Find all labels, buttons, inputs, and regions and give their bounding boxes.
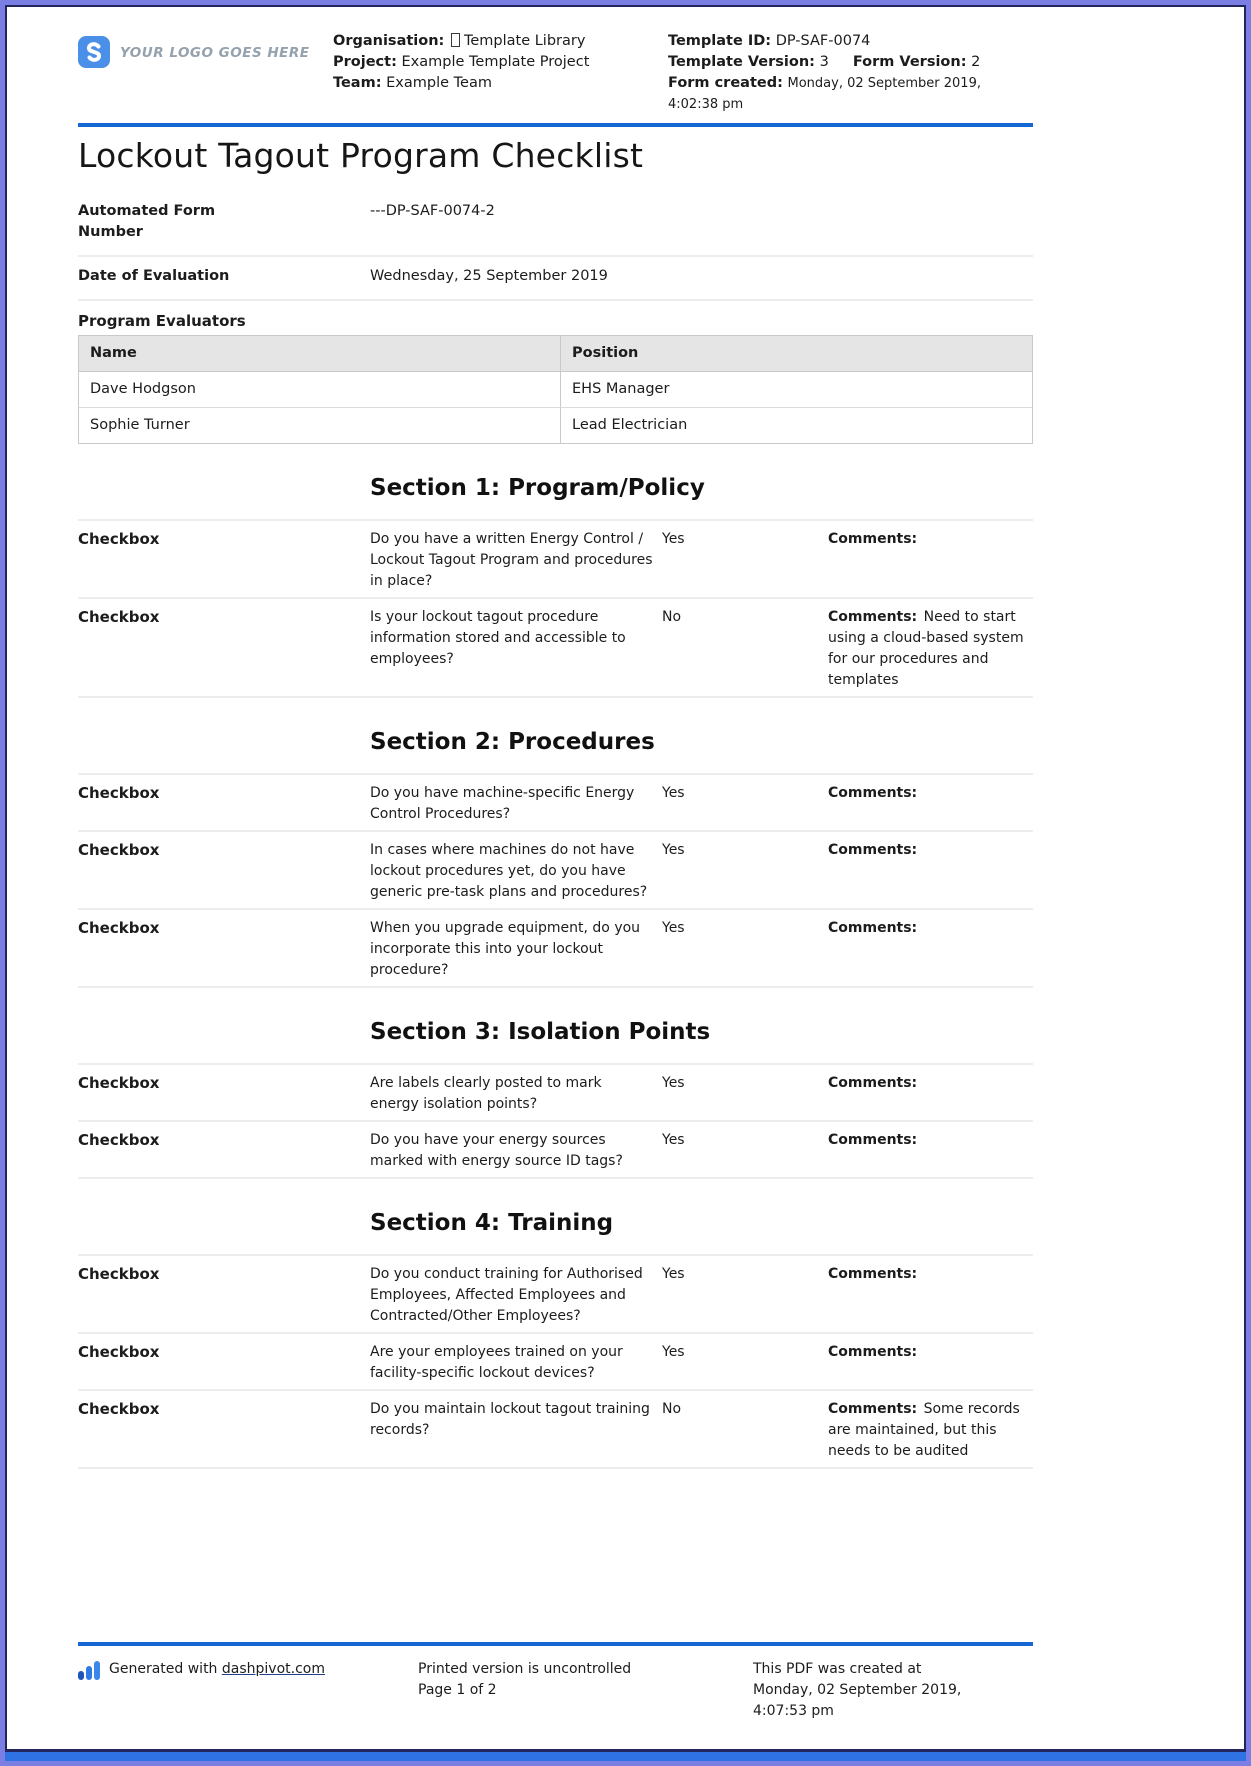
meta-label: Date of Evaluation	[78, 268, 230, 284]
header-template-block	[668, 31, 1033, 115]
answer-value: Yes	[662, 920, 685, 936]
form-created-line	[668, 73, 1033, 115]
comments-label: Comments:	[828, 1401, 918, 1417]
missing-glyph-icon	[451, 33, 460, 47]
table-header-row	[79, 336, 1032, 372]
form-version-label: Form Version:	[852, 54, 967, 70]
evaluators-table	[78, 335, 1033, 444]
question-text: Do you have your energy sources marked with energy source ID tags?	[370, 1132, 623, 1169]
document-header	[78, 5, 1033, 115]
checkbox-label: Checkbox	[78, 1074, 160, 1092]
question-text: In cases where machines do not have lockout procedures yet, do you have generic pre-task plans and procedures?	[370, 842, 648, 900]
answer-value: Yes	[662, 785, 685, 801]
form-created-value: Monday, 02 September 2019, 4:02:38 pm	[668, 76, 981, 112]
footer-divider-line	[78, 1642, 1033, 1646]
checkbox-label: Checkbox	[78, 1400, 160, 1418]
checklist-row	[78, 1063, 1033, 1120]
checkbox-label: Checkbox	[78, 1131, 160, 1149]
footer-created-info: This PDF was created at Monday, 02 September 2019, 4:07:53 pm	[753, 1661, 962, 1719]
comments-label: Comments:	[828, 531, 918, 547]
comments-label: Comments:	[828, 1075, 918, 1091]
header-divider-line	[78, 123, 1033, 127]
answer-value: Yes	[662, 531, 685, 547]
checklist-row	[78, 908, 1033, 986]
comments-label: Comments:	[828, 1132, 918, 1148]
logo-icon	[78, 36, 110, 68]
checkbox-label: Checkbox	[78, 919, 160, 937]
answer-value: Yes	[662, 1266, 685, 1282]
comments-label: Comments:	[828, 842, 918, 858]
project-line	[333, 52, 668, 73]
comments-cell	[828, 1130, 1033, 1172]
question-text: Is your lockout tagout procedure information stored and accessible to employees?	[370, 609, 626, 667]
section-rows	[78, 1254, 1033, 1469]
answer-value: No	[662, 609, 682, 625]
checklist-row	[78, 1332, 1033, 1389]
program-evaluators-heading: Program Evaluators	[78, 312, 246, 330]
checkbox-label: Checkbox	[78, 784, 160, 802]
comments-cell	[828, 1399, 1033, 1462]
comments-cell	[828, 918, 1033, 981]
section-rows	[78, 1063, 1033, 1179]
comments-label: Comments:	[828, 609, 918, 625]
page-title: Lockout Tagout Program Checklist	[78, 136, 644, 175]
question-text: Are labels clearly posted to mark energy isolation points?	[370, 1075, 602, 1112]
comments-cell	[828, 529, 1033, 592]
page-number-text: Page 1 of 2	[418, 1682, 497, 1698]
team-label: Team:	[333, 75, 382, 91]
evaluator-name: Dave Hodgson	[79, 372, 561, 408]
comments-cell	[828, 1264, 1033, 1327]
column-header-name: Name	[79, 336, 561, 372]
checkbox-label: Checkbox	[78, 1265, 160, 1283]
column-header-position: Position	[561, 336, 1032, 372]
checkbox-label: Checkbox	[78, 841, 160, 859]
question-text: Do you have a written Energy Control / Lockout Tagout Program and procedures in place?	[370, 531, 653, 589]
meta-row-date-of-evaluation	[78, 257, 1033, 301]
question-text: Are your employees trained on your facility-specific lockout devices?	[370, 1344, 623, 1381]
meta-value: Wednesday, 25 September 2019	[370, 268, 608, 284]
logo-placeholder-text: YOUR LOGO GOES HERE	[120, 45, 310, 61]
comments-label: Comments:	[828, 920, 918, 936]
logo	[78, 31, 333, 115]
organisation-value: Template Library	[463, 33, 586, 49]
answer-value: Yes	[662, 1075, 685, 1091]
section-heading: Section 3: Isolation Points	[370, 1019, 711, 1045]
section-heading: Section 2: Procedures	[370, 729, 655, 755]
organisation-line	[333, 31, 668, 52]
answer-value: Yes	[662, 1344, 685, 1360]
form-version-value: 2	[971, 54, 981, 70]
question-text: Do you maintain lockout tagout training records?	[370, 1401, 650, 1438]
comments-text: Some records are maintained, but this needs to be audited	[828, 1401, 1020, 1459]
comments-cell	[828, 783, 1033, 825]
comments-label: Comments:	[828, 1266, 918, 1282]
checklist-row	[78, 597, 1033, 696]
answer-value: Yes	[662, 842, 685, 858]
comments-text: Need to start using a cloud-based system for our procedures and templates	[828, 609, 1024, 688]
section-rows	[78, 773, 1033, 988]
evaluator-name: Sophie Turner	[79, 408, 561, 443]
checklist-row	[78, 1120, 1033, 1177]
checklist-row	[78, 830, 1033, 908]
template-id-value: DP-SAF-0074	[775, 33, 871, 49]
table-row	[79, 372, 1032, 408]
template-version-value: 3	[819, 54, 829, 70]
section-heading: Section 4: Training	[370, 1210, 614, 1236]
checkbox-label: Checkbox	[78, 608, 160, 626]
checklist-row	[78, 1389, 1033, 1467]
question-text: Do you conduct training for Authorised Employees, Affected Employees and Contracted/Other Employees?	[370, 1266, 643, 1324]
dashpivot-link[interactable]: dashpivot.com	[221, 1661, 325, 1677]
checkbox-label: Checkbox	[78, 1343, 160, 1361]
form-created-label: Form created:	[668, 75, 783, 91]
checklist-row	[78, 773, 1033, 830]
question-text: When you upgrade equipment, do you incorporate this into your lockout procedure?	[370, 920, 641, 978]
header-org-block	[333, 31, 668, 115]
team-value: Example Team	[386, 75, 492, 91]
table-row	[79, 408, 1032, 443]
evaluator-position: Lead Electrician	[572, 417, 688, 433]
meta-row-automated-form-number	[78, 192, 1033, 257]
meta-value: ---DP-SAF-0074-2	[370, 203, 495, 219]
footer-generated	[78, 1659, 418, 1722]
question-text: Do you have machine-specific Energy Control Procedures?	[370, 785, 635, 822]
comments-label: Comments:	[828, 1344, 918, 1360]
project-value: Example Template Project	[401, 54, 590, 70]
section-heading: Section 1: Program/Policy	[370, 475, 705, 501]
section-rows	[78, 519, 1033, 698]
evaluator-position: EHS Manager	[561, 372, 1032, 408]
generated-with-text: Generated with	[109, 1661, 222, 1677]
version-line	[668, 52, 1033, 73]
dashpivot-bars-icon	[78, 1661, 100, 1680]
template-id-line	[668, 31, 1033, 52]
form-meta	[78, 192, 1033, 301]
comments-cell	[828, 1342, 1033, 1384]
template-id-label: Template ID:	[668, 33, 772, 49]
answer-value: No	[662, 1401, 682, 1417]
checklist-row	[78, 519, 1033, 597]
checkbox-label: Checkbox	[78, 530, 160, 548]
comments-label: Comments:	[828, 785, 918, 801]
comments-cell	[828, 607, 1033, 691]
comments-cell	[828, 1073, 1033, 1115]
answer-value: Yes	[662, 1132, 685, 1148]
printed-version-text: Printed version is uncontrolled	[418, 1661, 632, 1677]
project-label: Project:	[333, 54, 397, 70]
footer-printed-info	[418, 1659, 753, 1722]
template-version-label: Template Version:	[668, 54, 815, 70]
team-line	[333, 73, 668, 94]
meta-label: Automated Form Number	[78, 203, 216, 240]
organisation-label: Organisation:	[333, 33, 445, 49]
page-bottom-band	[5, 1749, 1246, 1761]
checklist-row	[78, 1254, 1033, 1332]
comments-cell	[828, 840, 1033, 903]
document-footer	[78, 1642, 1033, 1722]
